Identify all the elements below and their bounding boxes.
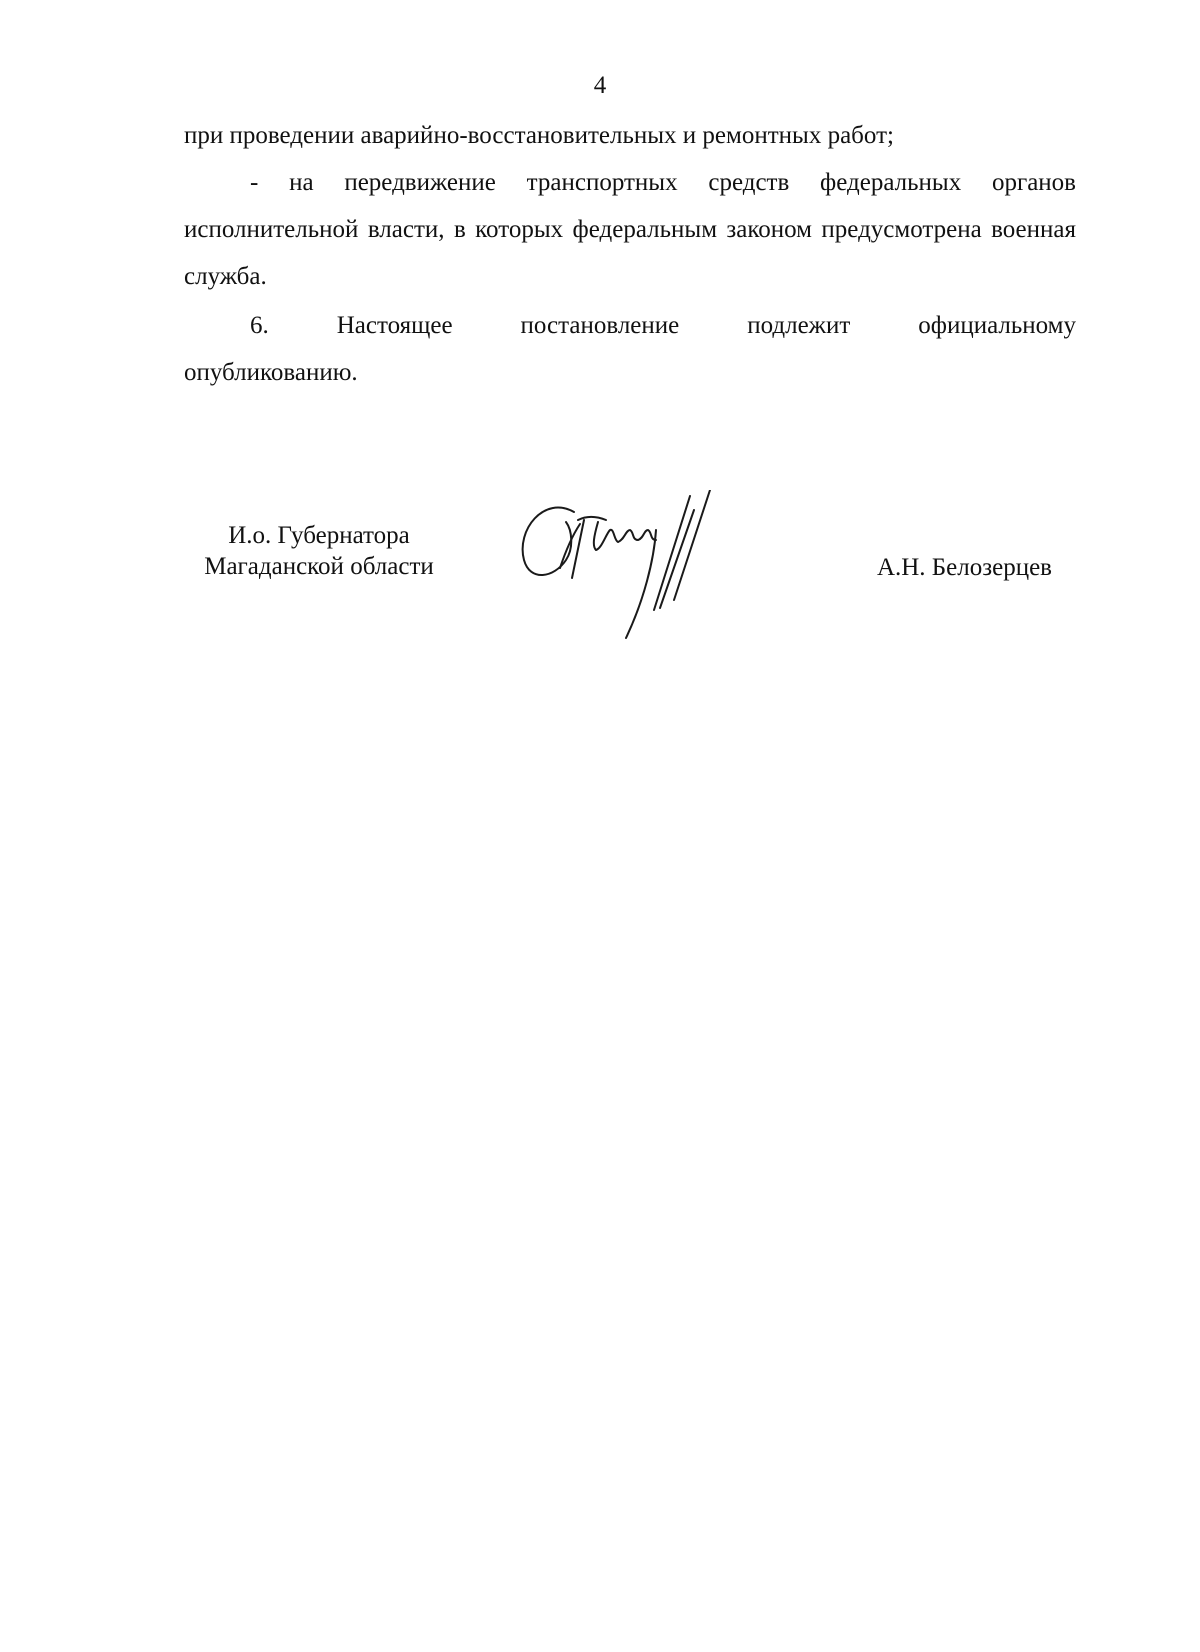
signer-name: А.Н. Белозерцев [876,554,1052,581]
paragraph-clause-6-end: опубликованию. [184,359,358,386]
signer-title [184,520,454,582]
paragraph-clause-6: 6. Настоящее постановление подлежит официальному [250,312,1076,339]
document-body [184,112,1076,396]
paragraph-federal-vehicles: - на передвижение транспортных средств федеральных органов исполнительной власти, в которых федеральным законом предусмотрена военная служба. [184,169,1076,290]
signer-title-line-2: Магаданской области [204,553,434,580]
signature-block [184,520,1076,670]
signer-title-line-1: И.о. Губернатора [228,522,410,549]
handwritten-signature-icon [514,490,744,650]
page-number: 4 [593,72,607,99]
paragraph-continuation: при проведении аварийно-восстановительных и ремонтных работ; [184,122,894,149]
